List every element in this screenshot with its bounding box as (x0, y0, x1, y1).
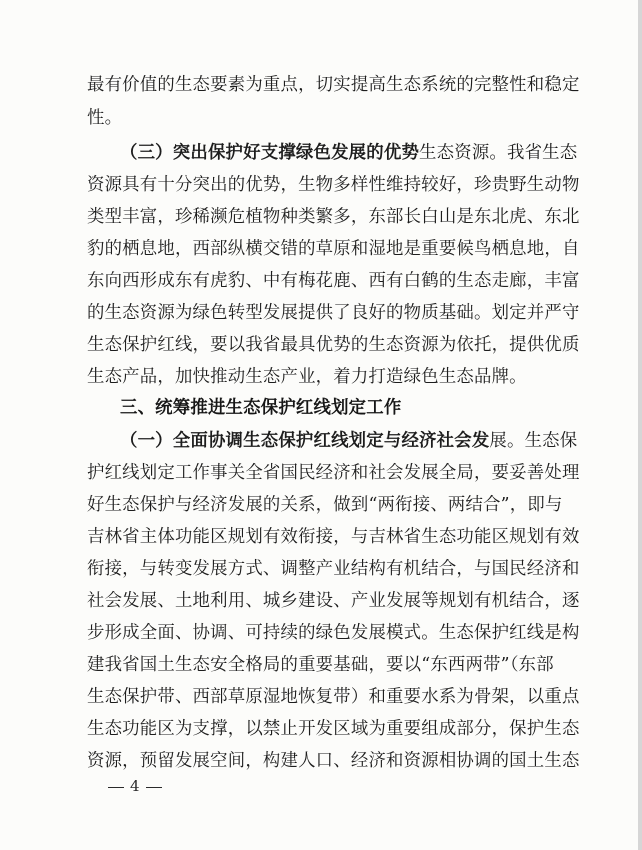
section-1-lead: （一）全面协调生态保护红线划定与经济社会发 (120, 431, 490, 451)
section-heading: 三、统筹推进生态保护红线划定工作 (120, 398, 402, 418)
section-3-lead: （三）突出保护好支撑绿色发展的优势 (120, 143, 420, 163)
body-text-line: 东向西形成东有虎豹、中有梅花鹿、西有白鹤的生态走廊，丰富 (87, 271, 580, 291)
body-text-line: 资源，预留发展空间，构建人口、经济和资源相协调的国土生态 (87, 751, 580, 771)
body-text-line: 好生态保护与经济发展的关系，做到“两衔接、两结合”，即与 (87, 495, 563, 515)
body-text-line: 最有价值的生态要素为重点，切实提高生态系统的完整性和稳定 (87, 75, 580, 95)
page-number-dash-left (108, 787, 124, 788)
body-text-line: 步形成全面、协调、可持续的绿色发展模式。生态保护红线是构 (87, 623, 580, 643)
body-text-line: 社会发展、土地利用、城乡建设、产业发展等规划有机结合，逐 (87, 591, 580, 611)
body-text-line: 生态资源。我省生态 (419, 143, 578, 163)
body-text-line: 生态功能区为支撑，以禁止开发区域为重要组成部分，保护生态 (87, 719, 580, 739)
page-number-value: 4 (130, 777, 140, 795)
body-text-line: 类型丰富，珍稀濒危植物种类繁多，东部长白山是东北虎、东北 (87, 207, 580, 227)
page-number (102, 774, 168, 798)
body-text-line: 豹的栖息地，西部纵横交错的草原和湿地是重要候鸟栖息地，自 (87, 239, 580, 259)
paragraph-1 (120, 429, 577, 453)
body-text-line: 资源具有十分突出的优势，生物多样性维持较好，珍贵野生动物 (87, 175, 580, 195)
body-text-line: 展。生态保 (489, 431, 578, 451)
body-text-line: 性。 (87, 108, 123, 128)
body-text-line: 建我省国土生态安全格局的重要基础，要以“东西两带”（东部 (87, 655, 554, 675)
body-text-line: 护红线划定工作事关全省国民经济和社会发展全局，要妥善处理 (87, 463, 580, 483)
body-text-line: 生态产品，加快推动生态产业，着力打造绿色生态品牌。 (87, 367, 527, 387)
body-text-line: 吉林省主体功能区规划有效衔接，与吉林省生态功能区规划有效 (87, 527, 580, 547)
page-number-dash-right (146, 787, 162, 788)
body-text-line: 的生态资源为绿色转型发展提供了良好的物质基础。划定并严守 (87, 303, 580, 323)
body-text-line: 生态保护带、西部草原湿地恢复带）和重要水系为骨架，以重点 (87, 687, 580, 707)
body-text-line: 生态保护红线，要以我省最具优势的生态资源为依托，提供优质 (87, 335, 580, 355)
paragraph-3 (120, 141, 577, 165)
page-edge (638, 0, 642, 850)
body-text-line: 衔接，与转变发展方式、调整产业结构有机结合，与国民经济和 (87, 559, 580, 579)
